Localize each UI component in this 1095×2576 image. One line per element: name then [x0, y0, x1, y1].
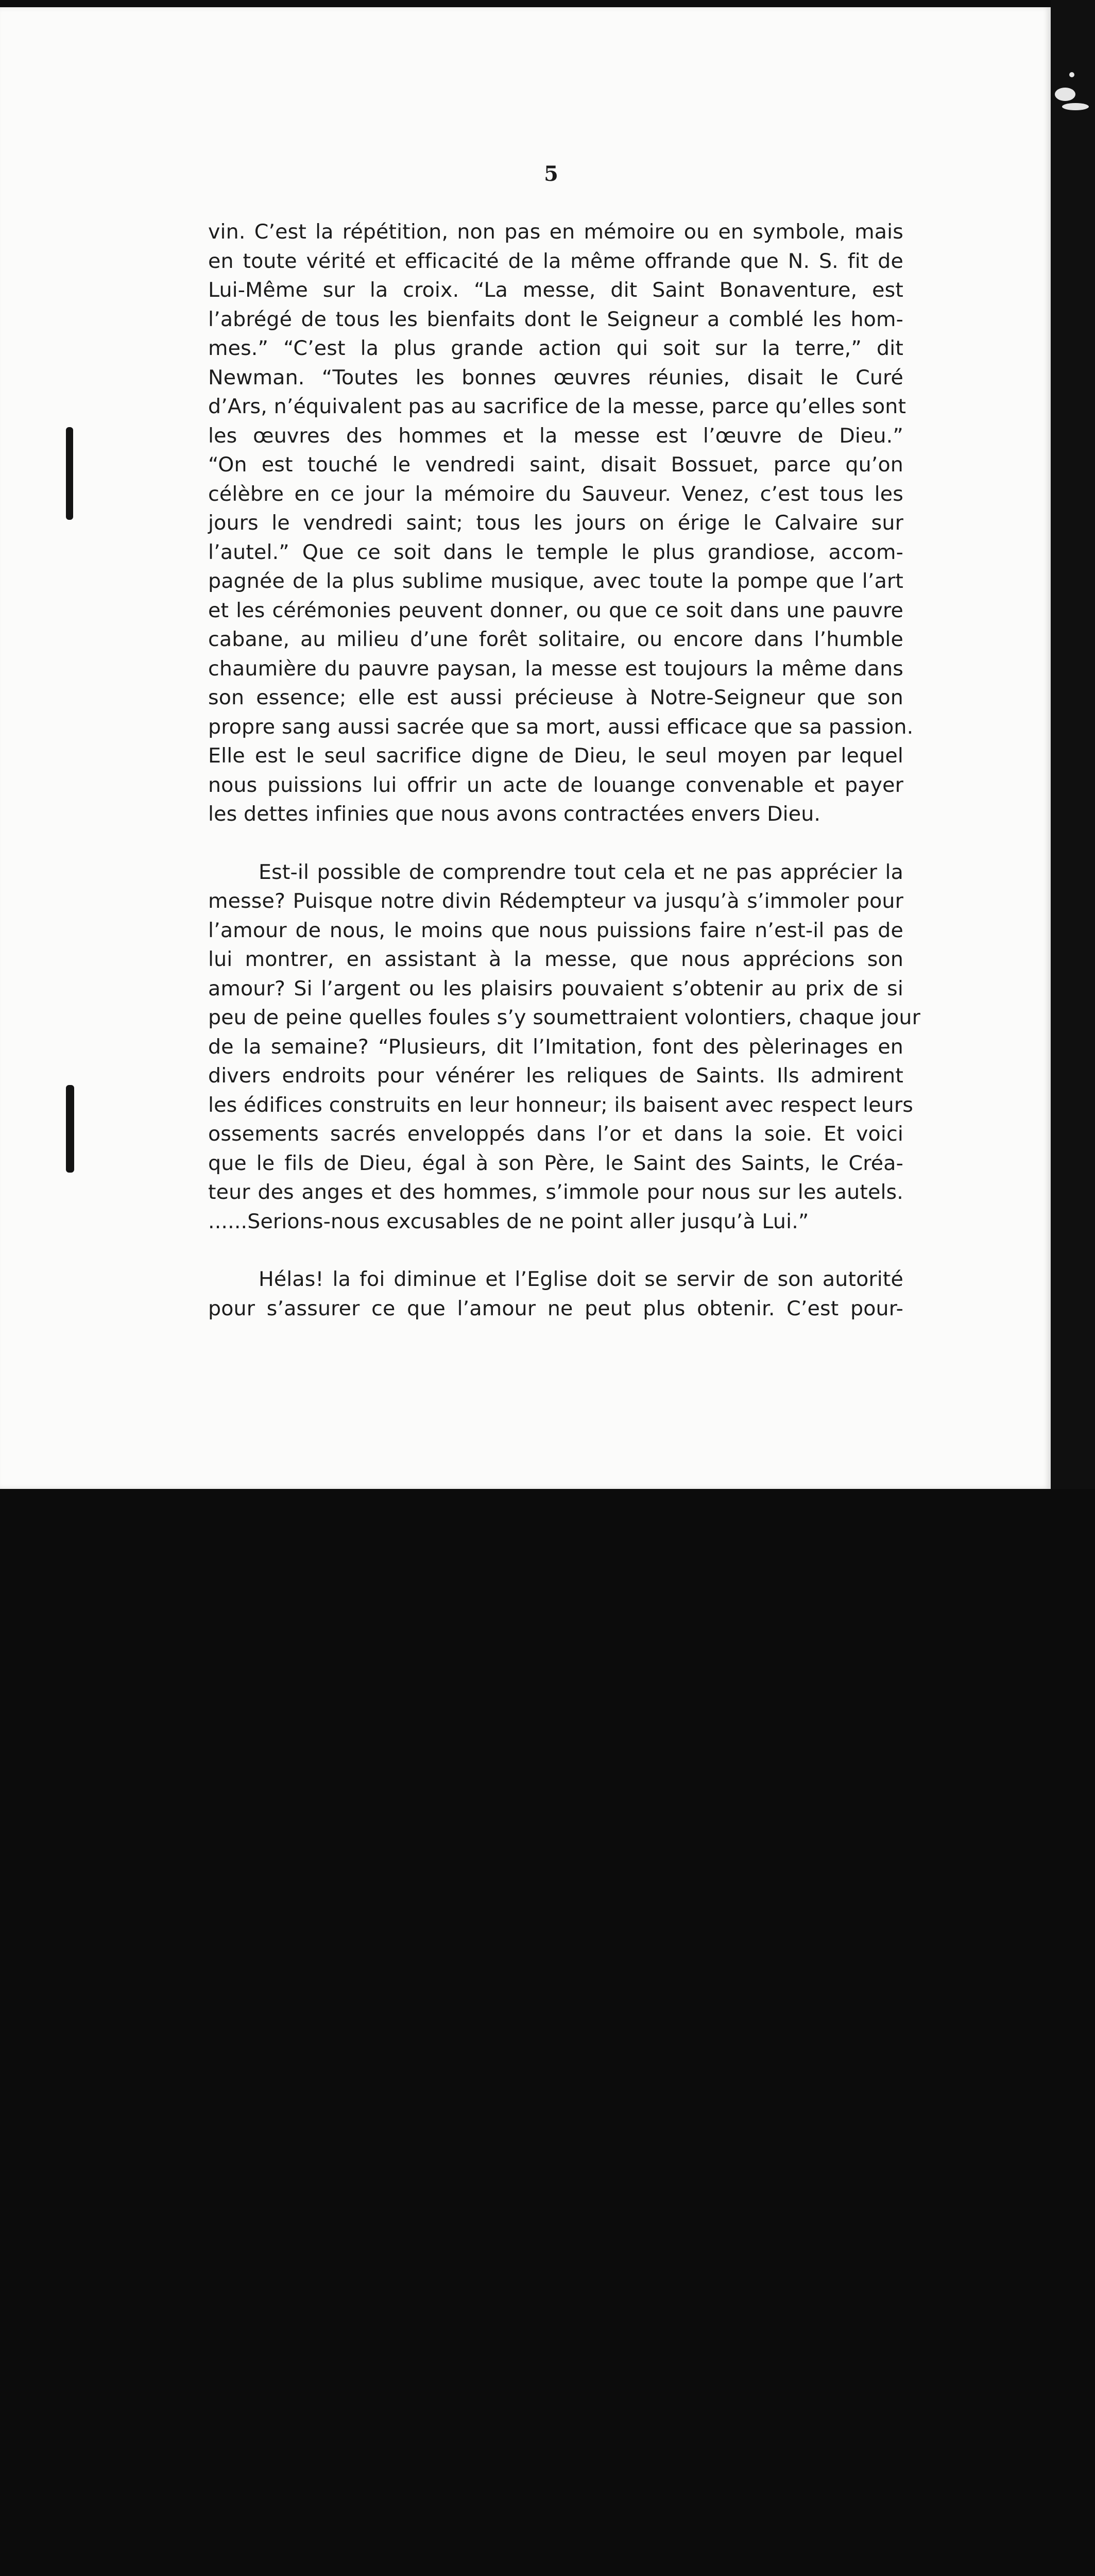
text-line: Est-il possible de comprendre tout cela et ne pas apprécier la — [259, 860, 903, 884]
text-line: ......Serions-nous excusables de ne point aller jusqu’à Lui.” — [208, 1209, 809, 1233]
scan-right-edge — [1051, 0, 1095, 1513]
scan-speck — [1069, 72, 1074, 77]
text-line: et les cérémonies peuvent donner, ou que ce soit dans une pauvre — [208, 598, 903, 622]
body-text — [208, 217, 920, 1323]
text-line: ossements sacrés enveloppés dans l’or et dans la soie. Et voici — [208, 1122, 903, 1146]
text-line: Hélas! la foi diminue et l’Eglise doit se servir de son autorité — [259, 1267, 903, 1291]
text-line: célèbre en ce jour la mémoire du Sauveur. Venez, c’est tous les — [208, 482, 903, 506]
text-line: divers endroits pour vénérer les reliques de Saints. Ils admirent — [208, 1064, 903, 1088]
text-line: teur des anges et des hommes, s’immole pour nous sur les autels. — [208, 1180, 903, 1204]
text-line: cabane, au milieu d’une forêt solitaire, ou encore dans l’humble — [208, 628, 903, 651]
text-line: vin. C’est la répétition, non pas en mémoire ou en symbole, mais — [208, 220, 903, 244]
text-line: son essence; elle est aussi précieuse à Notre-Seigneur que son — [208, 686, 903, 709]
paragraph-2 — [208, 858, 920, 1236]
text-line: Newman. “Toutes les bonnes œuvres réunies, disait le Curé — [208, 365, 903, 389]
paragraph-3 — [208, 1265, 903, 1323]
text-line: amour? Si l’argent ou les plaisirs pouvaient s’obtenir au prix de si — [208, 976, 903, 1001]
text-line: Elle est le seul sacrifice digne de Dieu, le seul moyen par lequel — [208, 744, 903, 768]
text-line: les dettes infinies que nous avons contractées envers Dieu. — [208, 802, 821, 826]
text-line: d’Ars, n’équivalent pas au sacrifice de la messe, parce qu’elles sont — [208, 395, 906, 418]
text-line: les œuvres des hommes et la messe est l’œuvre de Dieu.” — [208, 423, 903, 448]
text-line: messe? Puisque notre divin Rédempteur va jusqu’à s’immoler pour — [208, 889, 903, 913]
document-page — [0, 7, 1051, 1489]
text-line: lui montrer, en assistant à la messe, que nous apprécions son — [208, 947, 903, 971]
text-line: “On est touché le vendredi saint, disait Bossuet, parce qu’on — [208, 453, 903, 477]
text-line: propre sang aussi sacrée que sa mort, aussi efficace que sa passion. — [208, 715, 914, 739]
text-line: les édifices construits en leur honneur; ils baisent avec respect leurs — [208, 1093, 913, 1117]
text-line: l’autel.” Que ce soit dans le temple le plus grandiose, accom- — [208, 540, 903, 564]
page-number: 5 — [544, 162, 558, 186]
text-line: l’abrégé de tous les bienfaits dont le Seigneur a comblé les hom- — [208, 307, 903, 331]
text-line: peu de peine quelles foules s’y soumettraient volontiers, chaque jour — [208, 1006, 920, 1029]
paragraph-1 — [208, 217, 914, 829]
text-line: en toute vérité et efficacité de la même offrande que N. S. fit de — [208, 249, 903, 273]
binding-mark-upper — [66, 427, 73, 520]
scan-top-edge — [0, 0, 1095, 7]
text-line: de la semaine? “Plusieurs, dit l’Imitation, font des pèlerinages en — [208, 1035, 903, 1059]
scan-speck — [1055, 88, 1075, 101]
text-line: que le fils de Dieu, égal à son Père, le Saint des Saints, le Créa- — [208, 1151, 903, 1175]
scan-speck — [1062, 103, 1089, 110]
text-line: nous puissions lui offrir un acte de louange convenable et payer — [208, 773, 903, 797]
text-line: l’amour de nous, le moins que nous puissions faire n’est-il pas de — [208, 918, 903, 942]
text-line: Lui-Même sur la croix. “La messe, dit Saint Bonaventure, est — [208, 278, 903, 302]
binding-mark-lower — [66, 1085, 74, 1173]
scan-bottom-edge — [0, 1489, 1095, 1513]
text-line: pour s’assurer ce que l’amour ne peut plus obtenir. C’est pour- — [208, 1296, 903, 1320]
text-line: chaumière du pauvre paysan, la messe est toujours la même dans — [208, 656, 903, 681]
text-line: jours le vendredi saint; tous les jours on érige le Calvaire sur — [208, 511, 903, 535]
text-line: pagnée de la plus sublime musique, avec toute la pompe que l’art — [208, 569, 903, 593]
text-line: mes.” “C’est la plus grande action qui soit sur la terre,” dit — [208, 336, 903, 360]
